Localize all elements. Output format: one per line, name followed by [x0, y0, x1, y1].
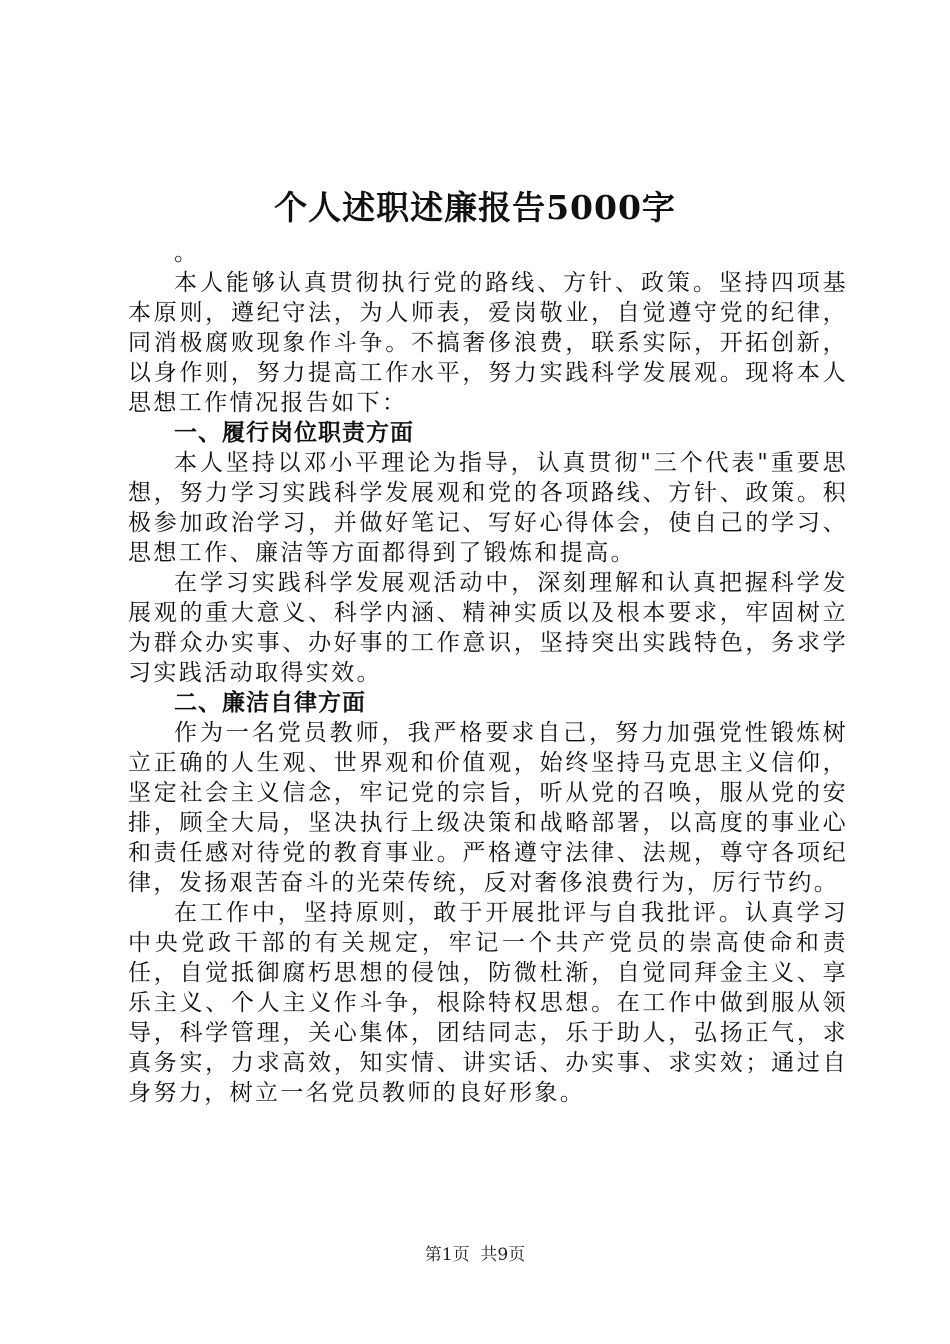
- integrity-paragraph-2: 在工作中，坚持原则，敢于开展批评与自我批评。认真学习中央党政干部的有关规定，牢记一个共产党员的崇高使命和责任，自觉抵御腐朽思想的侵蚀，防微杜渐，自觉同拜金主义、享乐主义、个人主义作斗争，根除特权思想。在工作中做到服从领导，科学管理，关心集体，团结同志，乐于助人，弘扬正气，求真务实，力求高效，知实情、讲实话、办实事、求实效；通过自身努力，树立一名党员教师的良好形象。: [128, 900, 848, 1106]
- duties-paragraph-2: 在学习实践科学发展观活动中，深刻理解和认真把握科学发展观的重大意义、科学内涵、精神实质以及根本要求，牢固树立为群众办实事、办好事的工作意识，坚持突出实践特色，务求学习实践活动取得实效。: [128, 570, 848, 686]
- integrity-paragraph-1: 作为一名党员教师，我严格要求自己，努力加强党性锻炼树立正确的人生观、世界观和价值观，始终坚持马克思主义信仰，坚定社会主义信念，牢记党的宗旨，听从党的召唤，服从党的安排，顾全大局，坚决执行上级决策和战略部署，以高度的事业心和责任感对待党的教育事业。严格遵守法律、法规，尊守各项纪律，发扬艰苦奋斗的光荣传统，反对奢侈浪费行为，厉行节约。: [128, 720, 848, 896]
- document-body: [128, 238, 848, 1108]
- intro-paragraph: 本人能够认真贯彻执行党的路线、方针、政策。坚持四项基本原则，遵纪守法，为人师表，爱岗敬业，自觉遵守党的纪律，同消极腐败现象作斗争。不搞奢侈浪费，联系实际，开拓创新，以身作则，努力提高工作水平，努力实践科学发展观。现将本人思想工作情况报告如下：: [128, 270, 848, 416]
- lead-mark: 。: [174, 240, 200, 266]
- section-heading-integrity: 二、廉洁自律方面: [174, 689, 366, 716]
- duties-paragraph-1: 本人坚持以邓小平理论为指导，认真贯彻"三个代表"重要思想，努力学习实践科学发展观和党的各项路线、方针、政策。积极参加政治学习，并做好笔记、写好心得体会，使自己的学习、思想工作、廉洁等方面都得到了锻炼和提高。: [128, 450, 848, 566]
- document-title: 个人述职述廉报告5000字: [274, 188, 676, 227]
- page-footer: 第1页 共9页: [424, 1245, 526, 1265]
- section-heading-duties: 一、履行岗位职责方面: [174, 419, 414, 446]
